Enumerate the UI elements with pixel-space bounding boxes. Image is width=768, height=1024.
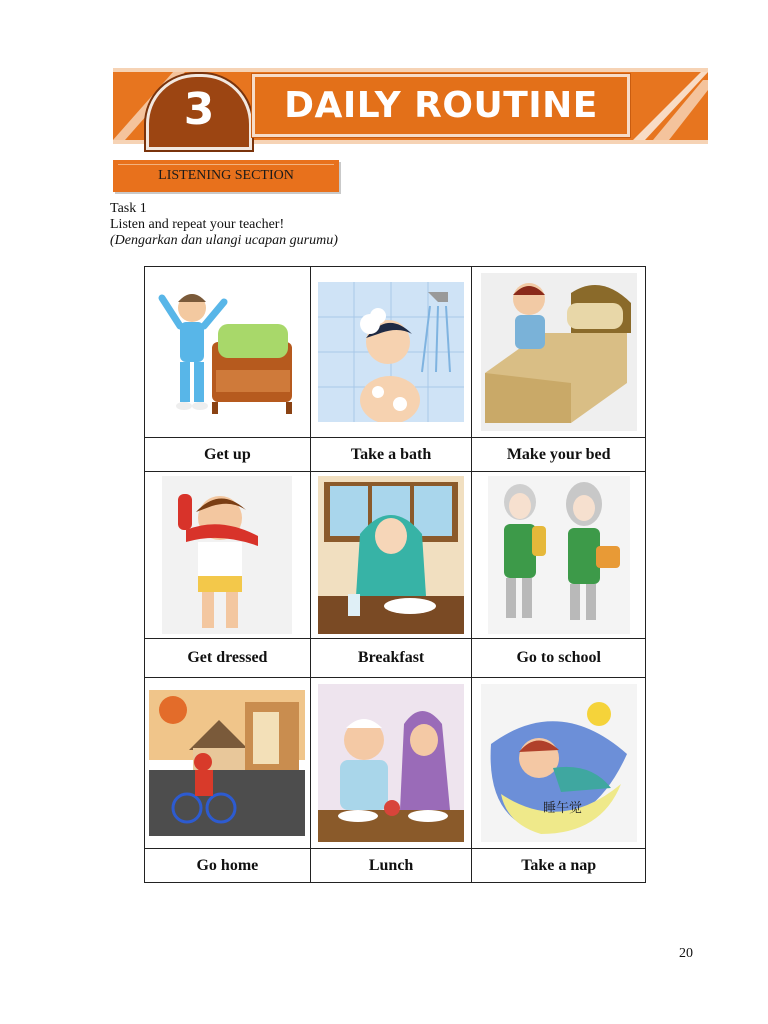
- section-label: [113, 160, 339, 192]
- activity-image-go-to-school: [472, 472, 646, 639]
- chapter-title-box: [252, 74, 630, 137]
- nap-caption: 睡午觉: [542, 801, 582, 816]
- activity-grid: [144, 266, 646, 883]
- activity-image-get-dressed: [145, 472, 311, 639]
- activity-label: Go home: [145, 849, 311, 883]
- chapter-title: DAILY ROUTINE: [284, 85, 598, 126]
- boy-dressing-icon: [162, 476, 292, 634]
- page-number: 20: [679, 946, 693, 961]
- activity-image-make-your-bed: [472, 267, 646, 438]
- activity-image-take-a-bath: [310, 267, 472, 438]
- activity-label: Make your bed: [472, 438, 646, 472]
- activity-label: Take a nap: [472, 849, 646, 883]
- girl-breakfast-icon: [318, 476, 464, 634]
- children-lunch-icon: [318, 684, 464, 842]
- boy-cycling-icon: [149, 690, 305, 836]
- activity-image-lunch: [310, 678, 472, 849]
- task-instructions: [110, 201, 338, 249]
- activity-label: Take a bath: [310, 438, 472, 472]
- task-instruction: Listen and repeat your teacher!: [110, 217, 285, 232]
- activity-label: Lunch: [310, 849, 472, 883]
- children-school-icon: [488, 476, 630, 634]
- activity-image-go-home: [145, 678, 311, 849]
- activity-label: Get up: [145, 438, 311, 472]
- activity-image-take-a-nap: [472, 678, 646, 849]
- boy-sleeping-icon: [481, 684, 637, 842]
- boy-making-bed-icon: [481, 273, 637, 431]
- activity-image-breakfast: [310, 472, 472, 639]
- section-label-text: LISTENING SECTION: [158, 167, 294, 183]
- task-translation: (Dengarkan dan ulangi ucapan gurumu): [110, 233, 338, 248]
- activity-image-get-up: [145, 267, 311, 438]
- boy-stretching-icon: [152, 282, 302, 422]
- activity-label: Get dressed: [145, 639, 311, 678]
- activity-label: Breakfast: [310, 639, 472, 678]
- activity-label: Go to school: [472, 639, 646, 678]
- task-heading: Task 1: [110, 201, 147, 216]
- section-label-inner: [118, 164, 334, 186]
- chapter-number: 3: [183, 84, 215, 135]
- boy-showering-icon: [318, 282, 464, 422]
